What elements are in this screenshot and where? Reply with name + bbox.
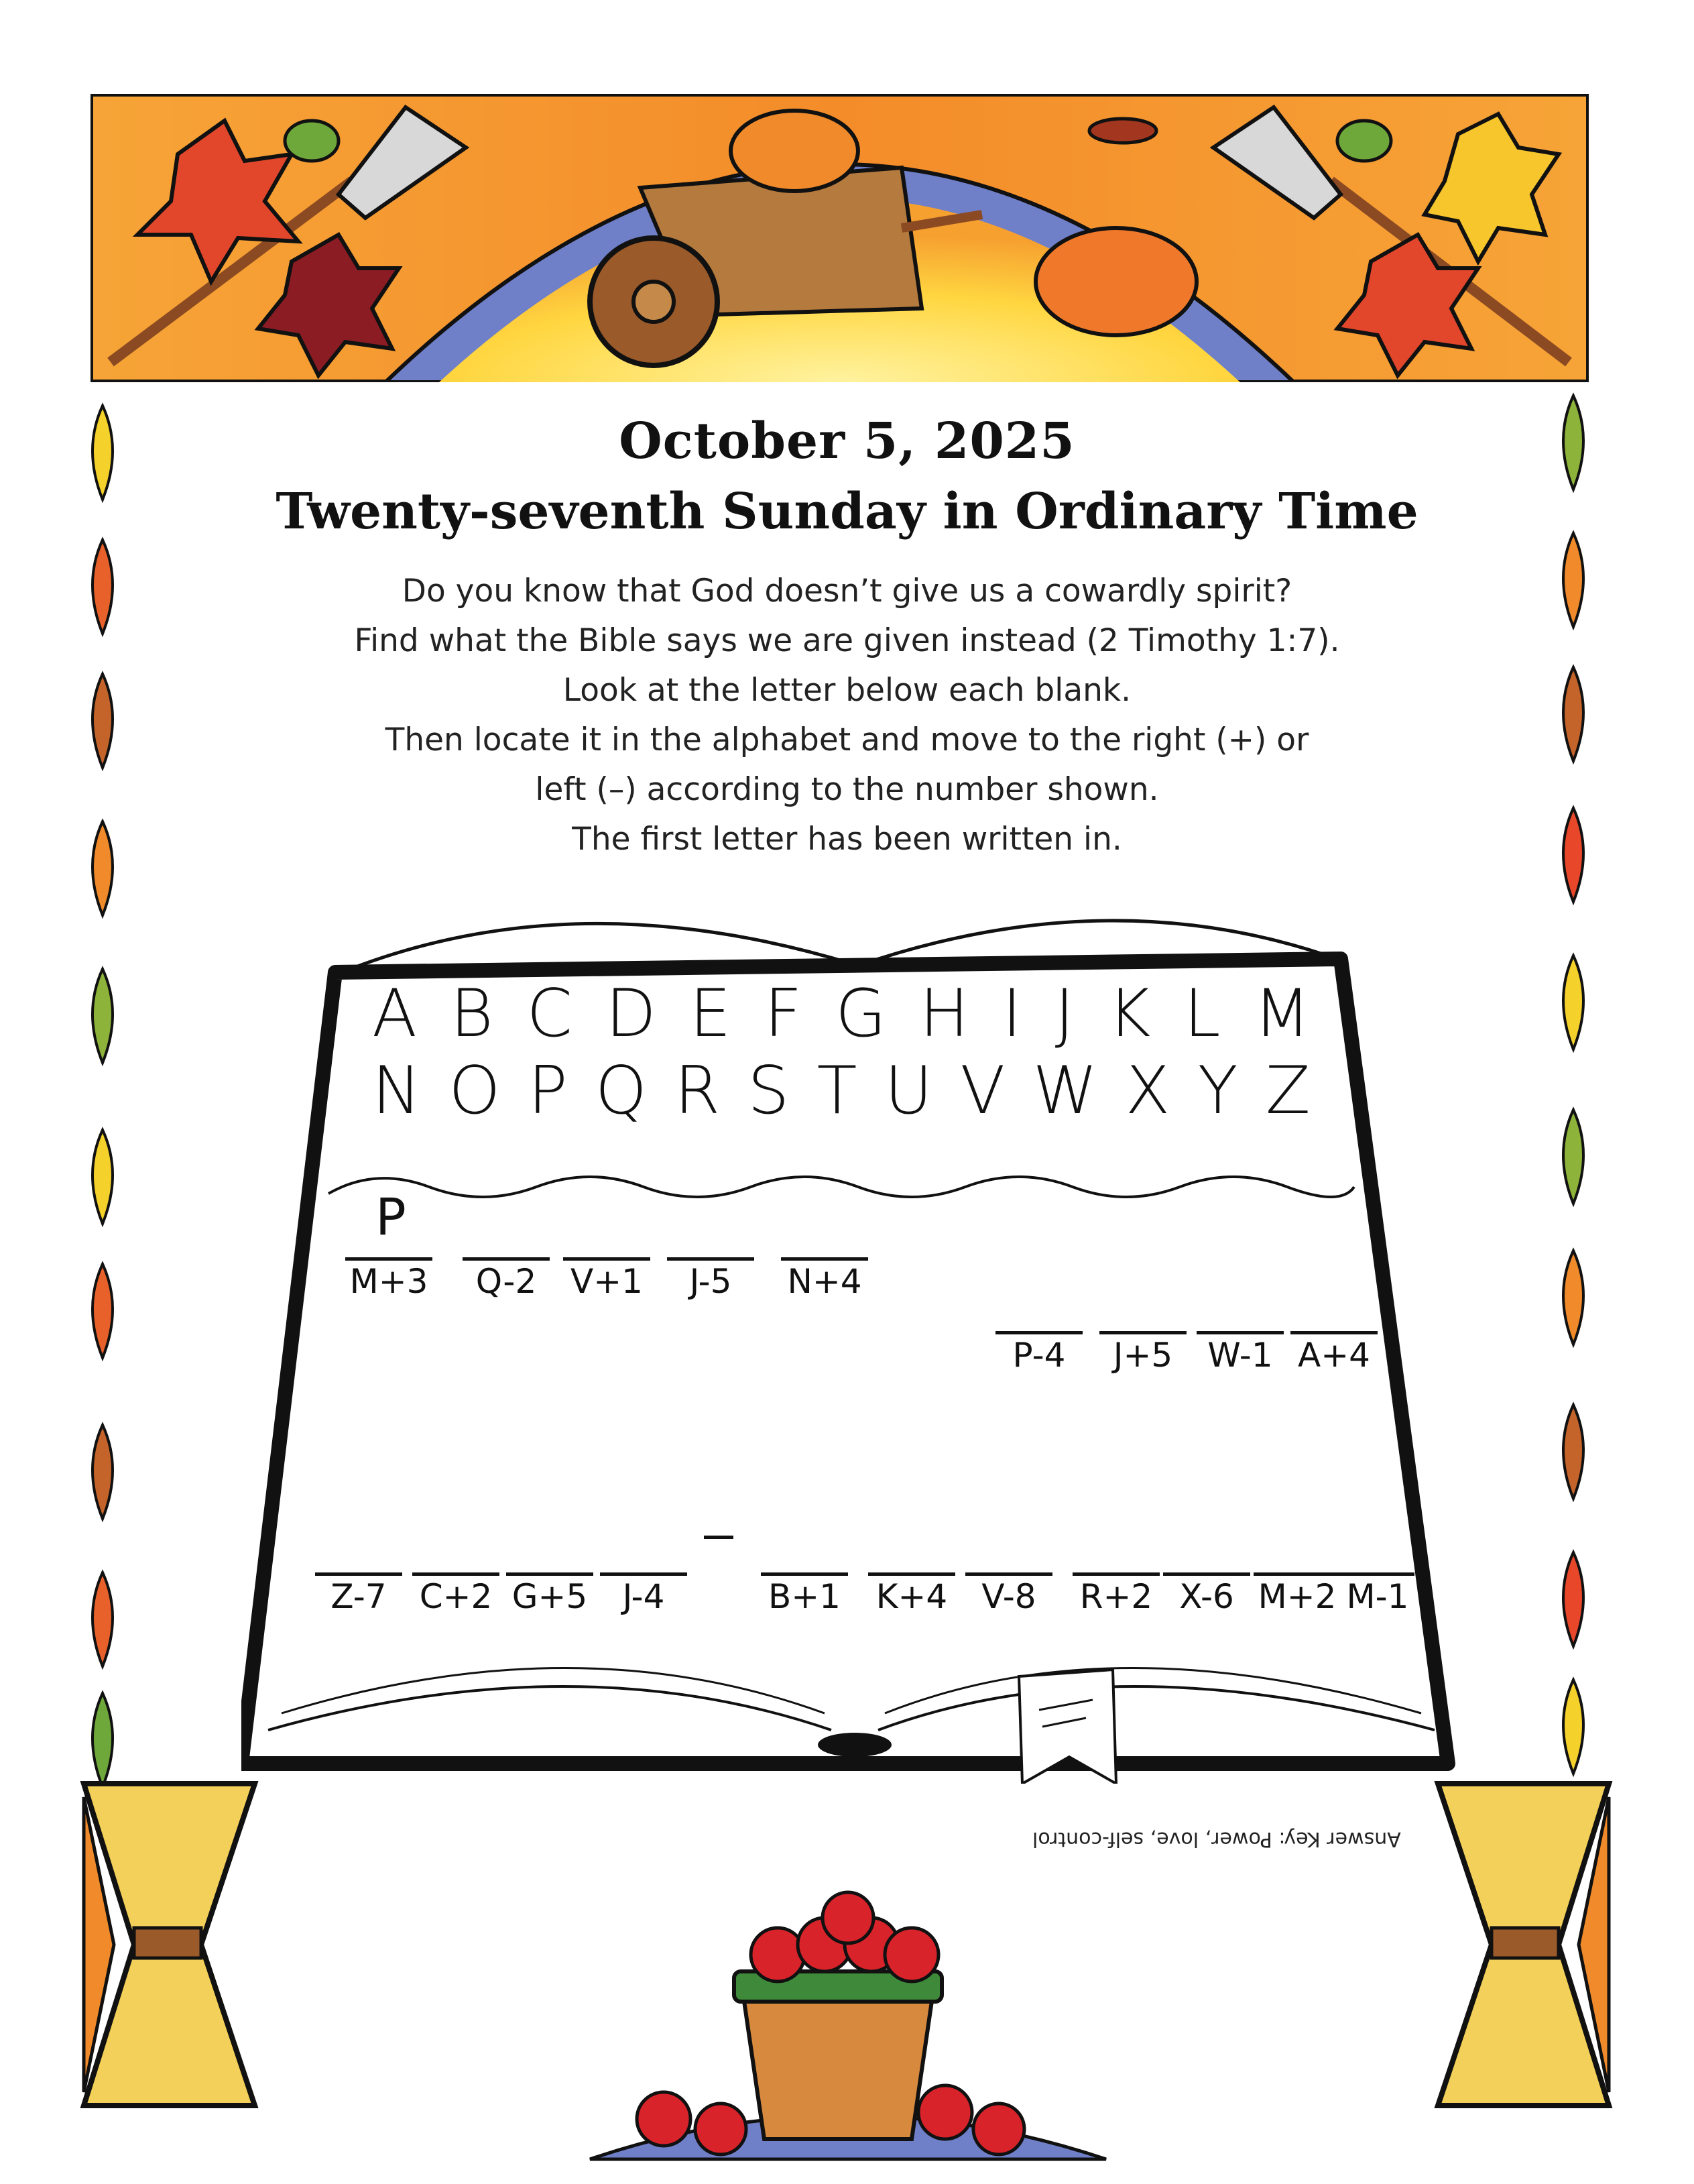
puzzle-blank[interactable]: J+5	[1099, 1331, 1187, 1375]
alphabet-row	[372, 976, 1311, 1052]
puzzle-blank[interactable]: M+3	[345, 1257, 432, 1301]
puzzle-blank[interactable]: M+2	[1254, 1572, 1341, 1616]
puzzle-blank[interactable]: K+4	[868, 1572, 955, 1616]
leaf-icon	[1557, 952, 1590, 1053]
leaf-icon	[1089, 119, 1156, 143]
alphabet-letter: L	[1184, 976, 1221, 1052]
page-title-date: October 5, 2025	[619, 412, 1075, 470]
leaf-icon	[86, 1422, 119, 1522]
page-title-occasion: Twenty-seventh Sunday in Ordinary Time	[276, 483, 1418, 540]
alphabet-letter: K	[1107, 976, 1151, 1052]
alphabet-letter: G	[835, 976, 887, 1052]
puzzle-blank[interactable]: P-4	[995, 1331, 1083, 1375]
alphabet-letter: T	[816, 1053, 857, 1129]
alphabet-letter: S	[747, 1053, 790, 1129]
alphabet-letter: X	[1125, 1053, 1170, 1129]
instructions	[201, 567, 1493, 864]
answer-key: Answer Key: Power, love, self-control	[1032, 1827, 1401, 1851]
puzzle-blank[interactable]: B+1	[761, 1572, 848, 1616]
alphabet-letter: Z	[1265, 1053, 1311, 1129]
leaf-icon	[86, 671, 119, 771]
alphabet-letter: A	[372, 976, 418, 1052]
alphabet-letter: W	[1032, 1053, 1098, 1129]
puzzle-blank[interactable]: Q-2	[463, 1257, 550, 1301]
leaf-icon	[1557, 1549, 1590, 1650]
leaf-icon	[86, 818, 119, 919]
alphabet-letter: U	[884, 1053, 933, 1129]
alphabet-letter: J	[1054, 976, 1075, 1052]
leaf-icon	[86, 966, 119, 1066]
apple-basket-icon	[734, 1892, 942, 2139]
puzzle-blank[interactable]: C+2	[412, 1572, 499, 1616]
instruction-line: Find what the Bible says we are given instead (2 Timothy 1:7).	[354, 622, 1340, 659]
pumpkin-icon	[731, 111, 858, 191]
leaf-icon	[1557, 1401, 1590, 1502]
puzzle-blank[interactable]: V-8	[965, 1572, 1052, 1616]
filled-answer-letter: P	[375, 1187, 406, 1247]
alphabet-letter: D	[605, 976, 656, 1052]
leaf-icon	[86, 1127, 119, 1227]
instruction-line: Look at the letter below each blank.	[562, 672, 1132, 709]
leaf-icon	[1557, 805, 1590, 905]
alphabet-letter: C	[526, 976, 572, 1052]
puzzle-blank[interactable]: J-4	[600, 1572, 687, 1616]
leaf-icon	[1557, 1106, 1590, 1207]
leaf-icon	[285, 121, 339, 161]
alphabet-letter: M	[1254, 976, 1311, 1052]
bottom-decoration	[0, 1757, 1694, 2184]
alphabet-letter: O	[448, 1053, 501, 1129]
puzzle-blank[interactable]: A+4	[1290, 1331, 1378, 1375]
leaf-icon	[86, 1261, 119, 1361]
instruction-line: Then locate it in the alphabet and move to the right (+) or	[385, 722, 1309, 758]
puzzle-blank[interactable]: R+2	[1073, 1572, 1160, 1616]
puzzle-blank[interactable]: J-5	[667, 1257, 754, 1301]
alphabet-letter: Q	[595, 1053, 647, 1129]
leaf-icon	[1337, 121, 1391, 161]
autumn-banner	[90, 94, 1589, 382]
leaf-icon	[86, 1569, 119, 1670]
leaf-icon	[86, 536, 119, 637]
alphabet-letter: I	[1002, 976, 1022, 1052]
apple-icon	[637, 2092, 690, 2146]
apple-icon	[695, 2104, 746, 2154]
alphabet-letter: V	[960, 1053, 1006, 1129]
puzzle-blank[interactable]: M-1	[1341, 1572, 1414, 1616]
instruction-line: left (–) according to the number shown.	[535, 771, 1159, 808]
puzzle-blank[interactable]: V+1	[563, 1257, 650, 1301]
wheat-sheaf-icon	[1438, 1784, 1609, 2106]
alphabet-letter: E	[689, 976, 731, 1052]
alphabet-letter: H	[919, 976, 969, 1052]
puzzle-blank[interactable]: N+4	[781, 1257, 868, 1301]
leaf-icon	[1557, 664, 1590, 764]
leaf-icon	[1557, 1247, 1590, 1348]
instruction-line: Do you know that God doesn’t give us a cowardly spirit?	[402, 573, 1292, 610]
instruction-line: The first letter has been written in.	[572, 821, 1122, 858]
apple-icon	[973, 2104, 1024, 2154]
alphabet-letter: Y	[1197, 1053, 1238, 1129]
alphabet-letter: R	[674, 1053, 721, 1129]
puzzle-blank[interactable]: X-6	[1163, 1572, 1250, 1616]
pumpkin-icon	[1036, 228, 1197, 335]
wheat-sheaf-icon	[84, 1784, 255, 2106]
alphabet-row	[372, 1053, 1311, 1129]
hyphen-mark	[704, 1536, 733, 1539]
alphabet-letter: B	[450, 976, 493, 1052]
alphabet-letter: N	[372, 1053, 422, 1129]
alphabet-letter: P	[528, 1053, 568, 1129]
leaf-icon	[1557, 530, 1590, 630]
apple-icon	[918, 2085, 972, 2139]
alphabet-letter: F	[764, 976, 802, 1052]
puzzle-blank[interactable]: Z-7	[315, 1572, 402, 1616]
puzzle-blank[interactable]: W-1	[1197, 1331, 1284, 1375]
puzzle-blank[interactable]: G+5	[506, 1572, 593, 1616]
